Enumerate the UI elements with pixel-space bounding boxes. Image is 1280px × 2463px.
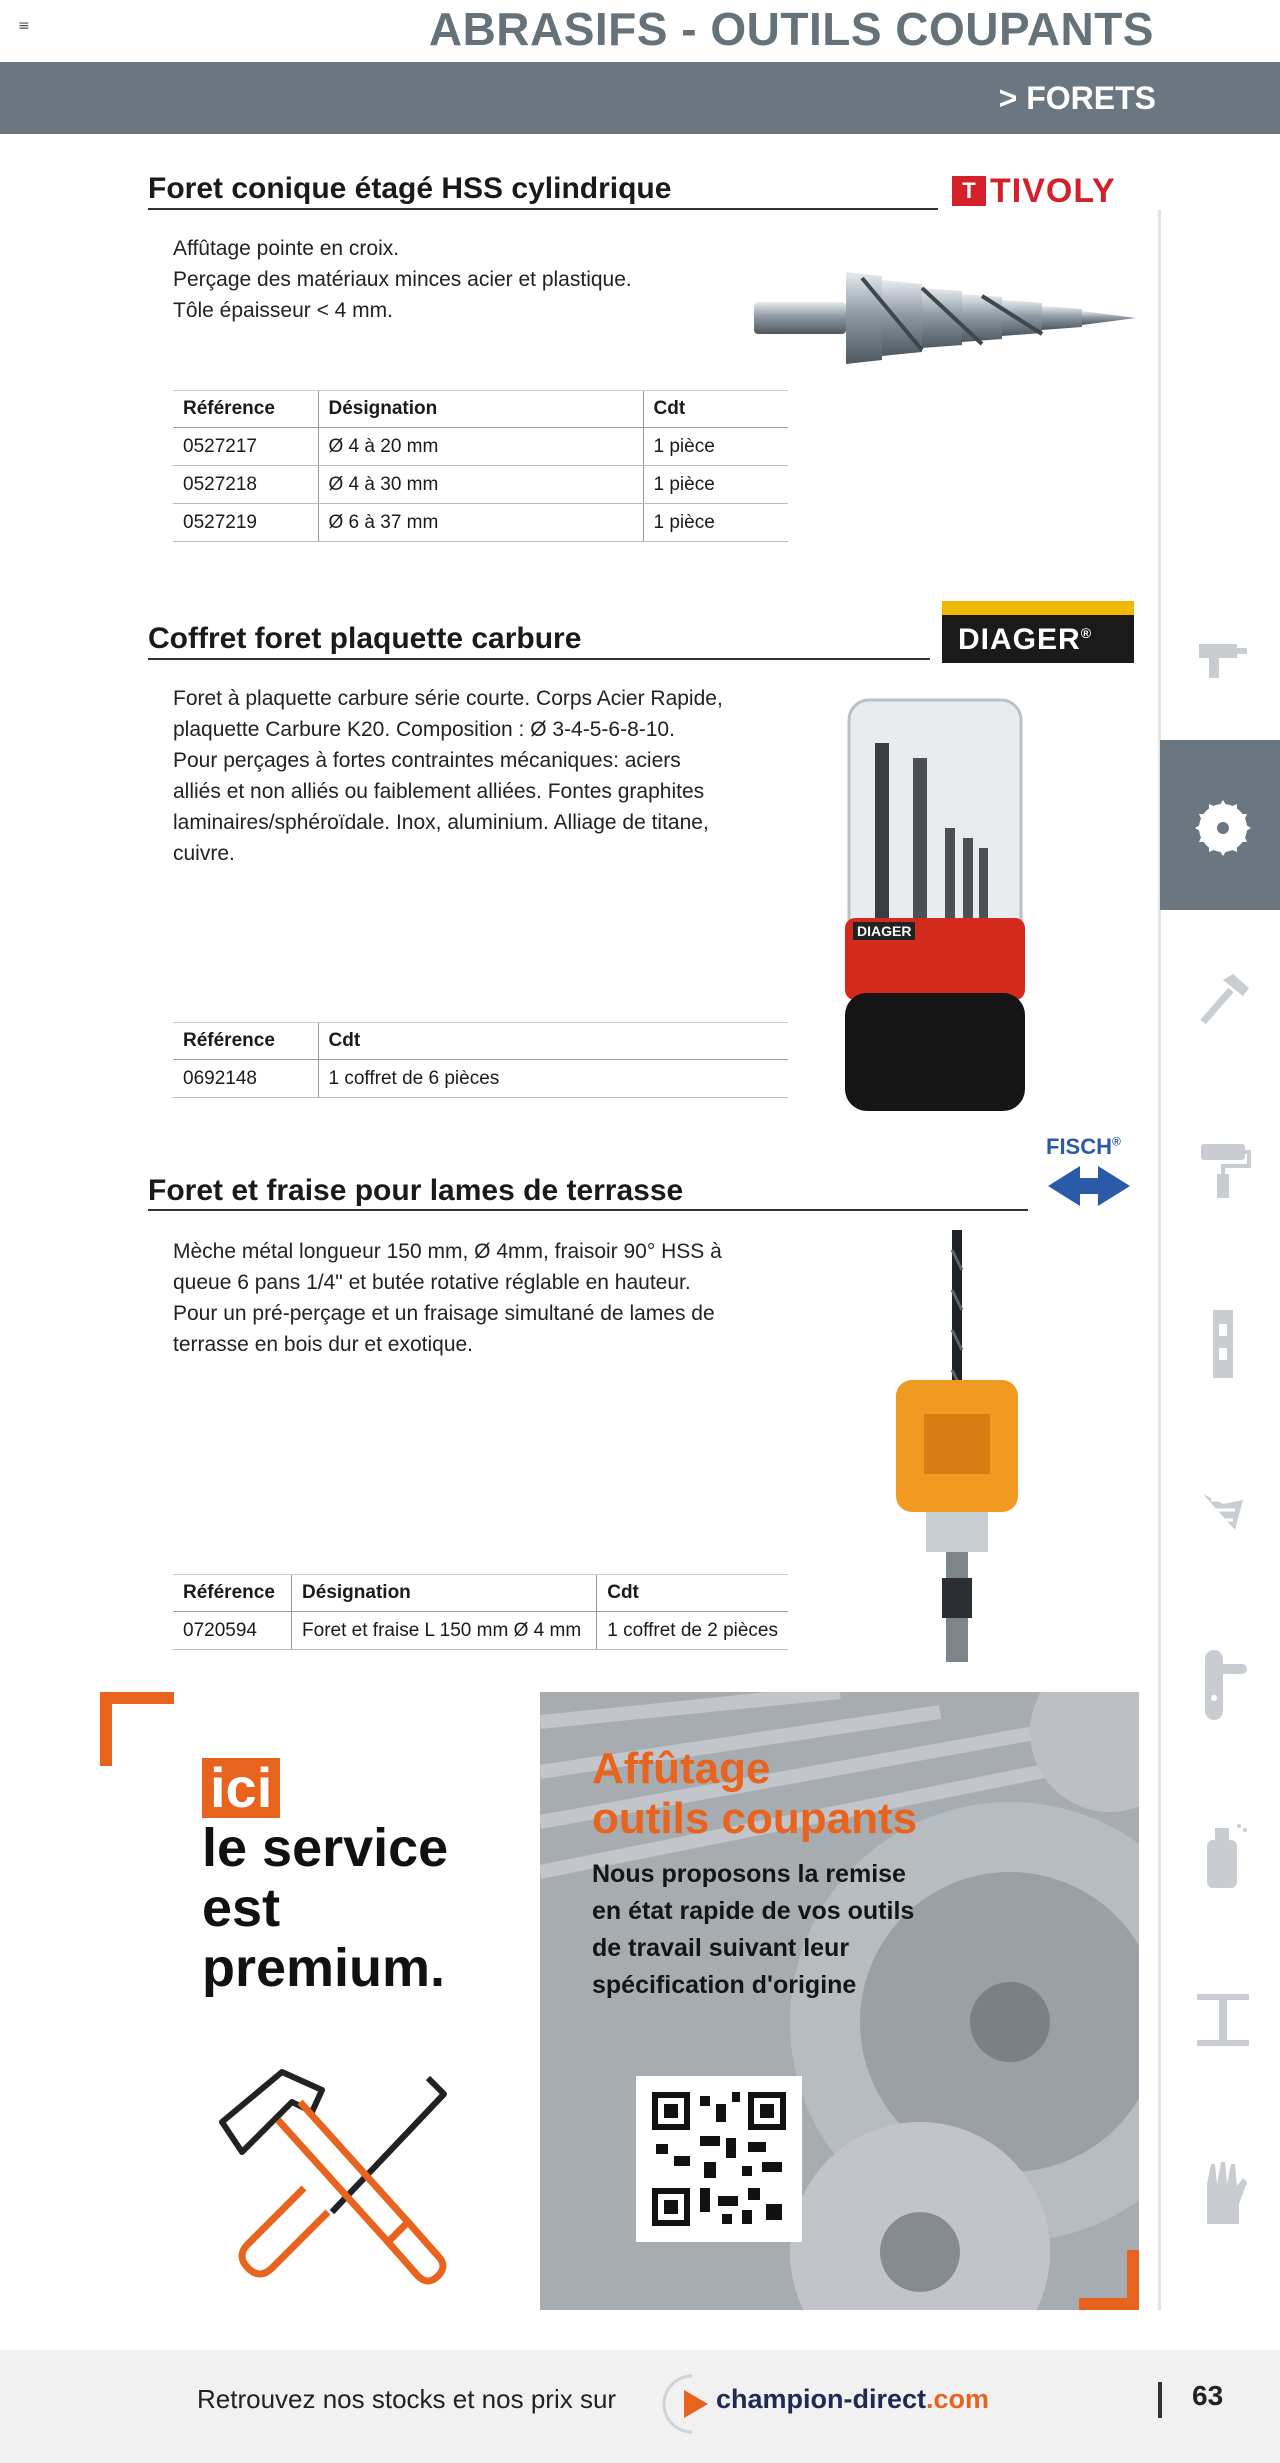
table-cell: Ø 6 à 37 mm (318, 504, 643, 542)
diager-logo (942, 601, 1134, 663)
column-header: Désignation (292, 1575, 597, 1612)
promo-description-line: en état rapide de vos outils (592, 1897, 915, 1925)
description-line: alliés et non alliés ou faiblement alliées. Fontes graphites (173, 780, 705, 803)
table-header-row (173, 1575, 788, 1612)
table-row (173, 428, 788, 466)
fisch-arrows-icon (1044, 1162, 1134, 1212)
footer (0, 2350, 1280, 2463)
tagline-line: est (202, 1878, 281, 1938)
column-header: Référence (173, 1023, 318, 1060)
promo-left-panel (100, 1692, 540, 2310)
reference-table (173, 390, 788, 542)
table-header-row (173, 391, 788, 428)
qr-code-icon (652, 2092, 786, 2226)
product-description (173, 1236, 733, 1360)
sidebar-tab-chemicals[interactable] (1160, 1760, 1280, 1930)
table-row (173, 1060, 788, 1098)
table-cell: 0527217 (173, 428, 318, 466)
brand-name: FISCH® (1046, 1134, 1121, 1159)
title-underline (148, 658, 930, 660)
category-bar (0, 62, 1280, 134)
site-name: champion-direct.com (716, 2384, 990, 2414)
table-cell: 1 pièce (643, 428, 788, 466)
description-line: plaquette Carbure K20. Composition : Ø 3-4-5-6-8-10. (173, 718, 675, 741)
sidebar-tab-painting[interactable] (1160, 1080, 1280, 1250)
promo-description-line: spécification d'origine (592, 1971, 857, 1999)
table-row (173, 1612, 788, 1650)
tagline-line: le service (202, 1818, 449, 1878)
champion-direct-link[interactable] (662, 2368, 1002, 2442)
promo-description-line: de travail suivant leur (592, 1934, 850, 1962)
sidebar-tab-hand-tools[interactable] (1160, 910, 1280, 1080)
description-line: Mèche métal longueur 150 mm, Ø 4mm, fraisoir 90° HSS à (173, 1240, 722, 1263)
promo-title (592, 1744, 917, 1844)
promo-title-line: Affûtage (592, 1744, 771, 1793)
fisch-logo (1044, 1134, 1136, 1214)
description-line: Pour un pré-perçage et un fraisage simultané de lames de (173, 1302, 715, 1325)
column-header: Référence (173, 1575, 292, 1612)
brand-name: DIAGER® (958, 623, 1093, 656)
table-cell: Foret et fraise L 150 mm Ø 4 mm (292, 1612, 597, 1650)
promo-tagline (202, 1818, 448, 1998)
category-label: > FORETS (998, 80, 1156, 116)
reference-table (173, 1574, 788, 1650)
paint-roller-icon (1195, 1140, 1251, 1200)
table-cell: Ø 4 à 20 mm (318, 428, 643, 466)
hammer-icon (1195, 970, 1251, 1026)
sidebar-tab-tools[interactable] (1160, 570, 1280, 740)
door-handle-icon (1195, 1650, 1251, 1720)
title-underline (148, 208, 938, 210)
table-row (173, 466, 788, 504)
saw-blade-icon (1195, 800, 1251, 856)
product-title: Coffret foret plaquette carbure (148, 622, 582, 655)
table-cell: 1 pièce (643, 466, 788, 504)
description-line: Tôle épaisseur < 4 mm. (173, 299, 394, 322)
promo-right-panel (540, 1692, 1139, 2310)
case-label: DIAGER (857, 923, 912, 939)
table-cell: 0527218 (173, 466, 318, 504)
screw-icon (1195, 1480, 1251, 1536)
sidebar-tab-fixings[interactable] (1160, 1420, 1280, 1590)
corner-accent (1079, 2250, 1139, 2310)
table-cell: 0527219 (173, 504, 318, 542)
table-cell: 0692148 (173, 1060, 318, 1098)
title-underline (148, 1209, 1028, 1211)
sidebar-tab-hardware[interactable] (1160, 1250, 1280, 1420)
product-title: Foret conique étagé HSS cylindrique (148, 172, 672, 205)
table-row (173, 504, 788, 542)
beam-icon (1195, 1990, 1251, 2050)
table-header-row (173, 1023, 788, 1060)
column-header: Référence (173, 391, 318, 428)
description-line: laminaires/sphéroïdale. Inox, aluminium. Alliage de titane, (173, 811, 709, 834)
table-cell: 1 pièce (643, 504, 788, 542)
corner-accent (100, 1692, 174, 1766)
page-title: ABRASIFS - OUTILS COUPANTS (428, 3, 1154, 55)
footer-separator (1158, 2382, 1162, 2418)
page-number: 63 (1192, 2380, 1224, 2411)
description-line: Foret à plaquette carbure série courte. Corps Acier Rapide, (173, 687, 723, 710)
table-cell: 1 coffret de 2 pièces (597, 1612, 788, 1650)
drill-case-image (845, 688, 1025, 1118)
sidebar-tab-locks[interactable] (1160, 1590, 1280, 1760)
qr-code[interactable] (636, 2076, 802, 2242)
logo-stripe (942, 601, 1134, 615)
table-cell: 1 coffret de 6 pièces (318, 1060, 788, 1098)
description-line: Pour perçages à fortes contraintes mécaniques: aciers (173, 749, 681, 772)
product-description (173, 233, 733, 326)
product-description (173, 683, 733, 869)
tivoly-logo (952, 172, 1130, 212)
column-header: Cdt (318, 1023, 788, 1060)
footer-text: Retrouvez nos stocks et nos prix sur (197, 2384, 617, 2414)
description-line: cuivre. (173, 842, 235, 865)
glove-icon (1195, 2160, 1251, 2226)
product-title: Foret et fraise pour lames de terrasse (148, 1174, 684, 1207)
column-header: Désignation (318, 391, 643, 428)
reference-table (173, 1022, 788, 1098)
sidebar-tab-abrasives[interactable] (1160, 740, 1280, 910)
door-lock-icon (1195, 1310, 1251, 1380)
sidebar-tab-building[interactable] (1160, 1930, 1280, 2100)
column-header: Cdt (643, 391, 788, 428)
tivoly-mark-icon: T (952, 176, 986, 206)
table-cell: Ø 4 à 30 mm (318, 466, 643, 504)
tools-illustration-icon (212, 2062, 462, 2292)
sidebar-tab-safety[interactable] (1160, 2100, 1280, 2270)
description-line: Perçage des matériaux minces acier et plastique. (173, 268, 632, 291)
tagline-line: premium. (202, 1938, 446, 1998)
drill-countersink-image (888, 1230, 1028, 1670)
spray-can-icon (1195, 1820, 1251, 1890)
promo-description-line: Nous proposons la remise (592, 1860, 906, 1888)
ici-badge: ici (202, 1758, 280, 1818)
brand-name: TIVOLY (990, 172, 1116, 210)
description-line: terrasse en bois dur et exotique. (173, 1333, 474, 1356)
table-cell: 0720594 (173, 1612, 292, 1650)
step-drill-image (752, 258, 1138, 378)
play-arrow-icon (662, 2372, 718, 2436)
menu-icon[interactable]: ≡ (18, 18, 30, 34)
promo-description (592, 1856, 914, 2004)
service-promo-banner (100, 1692, 1139, 2310)
description-line: Affûtage pointe en croix. (173, 237, 400, 260)
column-header: Cdt (597, 1575, 788, 1612)
drill-icon (1195, 630, 1251, 686)
description-line: queue 6 pans 1/4" et butée rotative réglable en hauteur. (173, 1271, 691, 1294)
promo-title-line: outils coupants (592, 1794, 918, 1843)
